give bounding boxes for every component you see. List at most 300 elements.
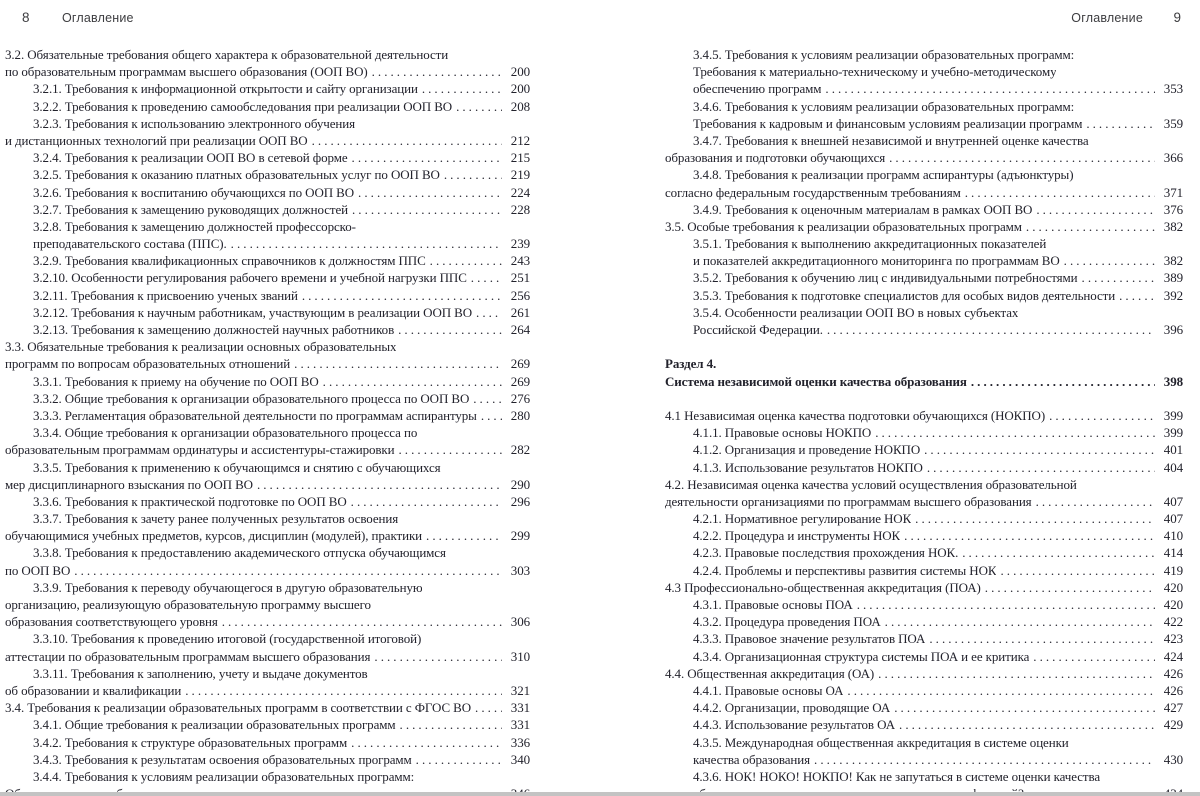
toc-entry-text: 4.1.2. Организация и проведение НОКПО [693,442,921,458]
page-number: 215 [510,150,530,166]
dot-leader [426,527,502,544]
page-number: 404 [1163,459,1183,475]
toc-line [5,630,530,647]
toc-entry-text: об образовании и квалификации [5,682,182,698]
toc-entry-text: обучающимися учебных предметов, курсов, дисциплин (модулей), практики [5,528,423,544]
dot-leader [899,716,1155,733]
toc-entry-text: Российской Федерации. [693,322,823,337]
dot-leader [885,613,1155,630]
page-number: 290 [510,476,530,492]
toc-line [665,613,1183,630]
toc-line [665,751,1183,768]
toc-line [5,252,530,269]
toc-line [5,699,530,716]
page-number: 414 [1163,545,1183,561]
page-number: 422 [1163,614,1183,630]
toc-entry-text: 3.2.12. Требования к научным работникам, участвующим в реализации ООП ВО [33,304,473,320]
toc-line [5,665,530,682]
toc-entry-text: Раздел 4. [665,356,717,372]
toc-line [665,184,1183,201]
toc-column-right [665,46,1183,796]
toc-entry-text: 3.5.1. Требования к выполнению аккредитационных показателей [693,236,1047,252]
toc-entry-text: 4.1.1. Правовые основы НОКПО [693,425,872,441]
toc-entry-text: 3.2.11. Требования к присвоению ученых званий [33,287,298,303]
toc-line [5,201,530,218]
toc-line [5,63,530,80]
toc-line [5,716,530,733]
toc-entry-text: 3.4.9. Требования к оценочным материалам в рамках ООП ВО [693,201,1033,217]
toc-entry-text: 4.2.4. Проблемы и перспективы развития системы НОК [693,562,997,578]
page-edge-strip [0,792,1200,796]
toc-line [5,115,530,132]
folio-page-number: 9 [1173,10,1181,25]
toc-line [665,768,1183,785]
page-number: 310 [510,648,530,664]
toc-entry-text: 4.4.3. Использование результатов ОА [693,717,896,733]
toc-line [5,562,530,579]
toc-entry-text: 3.3.3. Регламентация образовательной деятельности по программам аспирантуры [33,407,477,423]
toc-entry-text: Требования к кадровым и финансовым условиям реализации программ [693,115,1083,131]
toc-line [665,46,1183,63]
dot-leader [827,321,1155,338]
dot-leader [965,184,1155,201]
toc-entry-text: аттестации по образовательным программам высшего образования [5,648,371,664]
page-number: 376 [1163,201,1183,217]
toc-entry-text: 3.4.4. Требования к условиям реализации образовательных программ: [33,768,415,784]
page-number: 423 [1163,631,1183,647]
page-number: 269 [510,373,530,389]
toc-line [665,235,1183,252]
dot-leader [422,80,502,97]
page-number: 382 [1163,253,1183,269]
dot-leader [889,149,1155,166]
dot-leader [312,132,502,149]
page-number: 331 [510,700,530,716]
toc-line [665,699,1183,716]
toc-line [665,682,1183,699]
toc-line [5,355,530,372]
toc-entry-text: 3.3.2. Общие требования к организации образовательного процесса по ООП ВО [33,390,470,406]
toc-entry-text: 4.2.3. Правовые последствия прохождения НОК. [693,545,959,561]
page-number: 399 [1163,407,1183,423]
toc-entry-text: 4.3.5. Международная общественная аккредитация в системе оценки [693,734,1069,750]
toc-entry-text: и показателей аккредитационного мониторинга по программам ВО [693,253,1060,269]
toc-entry-text: образования и подготовки обучающихся [665,150,886,166]
toc-entry-text: 3.4. Требования к реализации образовательных программ в соответствии с ФГОС ВО [5,700,472,716]
right-page [665,0,1183,796]
page-number: 426 [1163,665,1183,681]
dot-leader [475,699,502,716]
page-number: 382 [1163,218,1183,234]
page-number: 420 [1163,597,1183,612]
toc-line [5,373,530,390]
toc-line [665,115,1183,132]
toc-entry-text: 3.2.8. Требования к замещению должностей профессорско- [33,218,356,234]
toc-line [665,527,1183,544]
page-number: 224 [510,184,530,200]
toc-entry-text: 4.4.1. Правовые основы ОА [693,682,844,698]
dot-leader [399,441,503,458]
page-number: 396 [1163,322,1183,337]
dot-leader [929,630,1155,647]
toc-line [665,579,1183,596]
toc-line [665,459,1183,476]
dot-leader [1036,493,1155,510]
toc-entry-text: организацию, реализующую образовательную программу высшего [5,597,371,612]
toc-entry-text: 3.3.6. Требования к практической подготовке по ООП ВО [33,493,347,509]
page-number: 212 [510,132,530,148]
dot-leader [257,476,502,493]
dot-leader [971,373,1155,390]
dot-leader [400,716,502,733]
toc-line [5,149,530,166]
toc-entry-text: согласно федеральным государственным требованиям [665,184,961,200]
dot-leader [352,201,502,218]
toc-entry-text: Система независимой оценки качества образования [665,373,967,389]
running-title: Оглавление [1071,11,1143,25]
running-head-left [5,10,530,28]
dot-leader [222,613,502,630]
toc-entry-text: 4.1.3. Использование результатов НОКПО [693,459,923,475]
dot-leader [875,424,1155,441]
toc-line [5,321,530,338]
toc-entry-text: 4.2.1. Нормативное регулирование НОК [693,511,912,527]
toc-line [665,734,1183,751]
toc-line [5,527,530,544]
toc-entry-text: 3.4.7. Требования к внешней независимой и внутренней оценке качества [693,132,1089,148]
dot-leader [1033,648,1155,665]
toc-entry-text: деятельности организациями по программам высшего образования [665,493,1032,509]
page-number: 420 [1163,579,1183,595]
dot-leader [1086,115,1155,132]
dot-leader [1000,562,1155,579]
toc-entry-text: 3.4.8. Требования к реализации программ аспирантуры (адъюнктуры) [693,167,1074,183]
toc-column-left [5,46,530,796]
toc-entry-text: 4.3.2. Процедура проведения ПОА [693,614,881,630]
dot-leader [481,407,502,424]
dot-leader [904,527,1155,544]
dot-leader [1064,252,1155,269]
toc-line [5,441,530,458]
blank-line [665,338,1183,355]
toc-line [665,149,1183,166]
toc-line [5,424,530,441]
toc-line [5,734,530,751]
toc-line [5,80,530,97]
dot-leader [857,596,1155,613]
page-number: 228 [510,201,530,217]
dot-leader [962,544,1155,561]
toc-entry-text: 3.2.13. Требования к замещению должностей научных работников [33,322,395,337]
page-number: 407 [1163,511,1183,527]
toc-entry-text: качества образования [693,751,811,767]
page-number: 366 [1163,150,1183,166]
page-number: 256 [510,287,530,303]
dot-leader [302,287,502,304]
page-number: 336 [510,734,530,750]
toc-line [665,665,1183,682]
toc-line [665,63,1183,80]
toc-line [665,98,1183,115]
toc-line [665,321,1183,338]
dot-leader [825,80,1155,97]
toc-line [665,201,1183,218]
dot-leader [985,579,1155,596]
toc-line [665,544,1183,561]
dot-leader [476,304,502,321]
page-number: 410 [1163,528,1183,544]
toc-line [5,648,530,665]
toc-entry-text: программ по вопросам образовательных отношений [5,356,291,372]
toc-line [665,132,1183,149]
dot-leader [894,699,1155,716]
toc-line [665,596,1183,613]
dot-leader [471,269,502,286]
page-number: 239 [510,236,530,252]
dot-leader [927,459,1155,476]
toc-line [5,682,530,699]
toc-entry-text: Требования к материально-техническому и учебно-методическому [693,64,1057,80]
page-number: 269 [510,356,530,372]
dot-leader [814,751,1155,768]
page-number: 407 [1163,493,1183,509]
toc-line [5,579,530,596]
page-number: 399 [1163,425,1183,441]
toc-line [5,166,530,183]
page-number: 276 [510,390,530,406]
page-number: 398 [1163,373,1183,389]
toc-line [5,269,530,286]
dot-leader [358,184,502,201]
page-number: 296 [510,493,530,509]
page-number: 427 [1163,700,1183,716]
page-number: 264 [510,322,530,337]
page-number: 251 [510,270,530,286]
dot-leader [294,355,502,372]
toc-entry-text: 3.2. Обязательные требования общего характера к образовательной деятельности [5,47,449,62]
toc-line [5,98,530,115]
toc-line [665,166,1183,183]
toc-line [665,373,1183,390]
toc-line [665,510,1183,527]
toc-line [5,304,530,321]
toc-line [665,80,1183,97]
dot-leader [185,682,502,699]
page-number: 389 [1163,270,1183,286]
toc-entry-text: 3.3.9. Требования к переводу обучающегося в другую образовательную [33,579,423,595]
toc-entry-text: 3.4.2. Требования к структуре образовательных программ [33,734,348,750]
page-number: 429 [1163,717,1183,733]
toc-entry-text: 3.2.4. Требования к реализации ООП ВО в сетевой форме [33,150,348,166]
toc-line [665,476,1183,493]
toc-entry-text: 3.3.5. Требования к применению к обучающимся и снятию с обучающихся [33,459,441,475]
toc-line [5,338,530,355]
toc-entry-text: 3.3.4. Общие требования к организации образовательного процесса по [33,425,418,441]
page-number: 353 [1163,81,1183,97]
page-number: 430 [1163,751,1183,767]
toc-line [665,630,1183,647]
page-number: 280 [510,407,530,423]
page-number: 321 [510,682,530,698]
page-number: 359 [1163,115,1183,131]
toc-line [5,544,530,561]
toc-line [665,648,1183,665]
toc-line [665,424,1183,441]
toc-entry-text: обеспечению программ [693,81,822,97]
toc-entry-text: 3.2.2. Требования к проведению самообследования при реализации ООП ВО [33,98,453,114]
dot-leader [473,390,502,407]
toc-entry-text: 3.2.10. Особенности регулирования рабочего времени и учебной нагрузки ППС [33,270,467,286]
toc-entry-text: 3.2.9. Требования квалификационных справочников к должностям ППС [33,253,426,269]
toc-entry-text: 3.5.2. Требования к обучению лиц с индивидуальными потребностями [693,270,1078,286]
dot-leader [231,235,502,252]
dot-leader [323,373,502,390]
toc-line [665,269,1183,286]
toc-line [5,184,530,201]
toc-line [5,235,530,252]
toc-entry-text: 4.3.3. Правовое значение результатов ПОА [693,631,926,647]
page-number: 371 [1163,184,1183,200]
toc-entry-text: мер дисциплинарного взыскания по ООП ВО [5,476,253,492]
dot-leader [1026,218,1155,235]
blank-line [665,390,1183,407]
toc-line [5,390,530,407]
dot-leader [444,166,502,183]
dot-leader [847,682,1155,699]
running-title: Оглавление [62,11,134,25]
toc-line [5,596,530,613]
toc-line [5,46,530,63]
page-number: 426 [1163,682,1183,698]
toc-entry-text: образования соответствующего уровня [5,614,218,630]
toc-entry-text: 3.2.5. Требования к оказанию платных образовательных услуг по ООП ВО [33,167,440,183]
dot-leader [1049,407,1155,424]
page-number: 243 [510,253,530,269]
toc-entry-text: 3.5.4. Особенности реализации ООП ВО в новых субъектах [693,304,1019,320]
dot-leader [1082,269,1155,286]
toc-line [5,751,530,768]
dot-leader [924,441,1155,458]
toc-entry-text: преподавательского состава (ППС). [33,236,227,252]
toc-line [665,287,1183,304]
running-head-right [665,10,1183,28]
toc-line [5,459,530,476]
toc-entry-text: 4.3.4. Организационная структура системы ПОА и ее критика [693,648,1030,664]
page-number: 331 [510,717,530,733]
page-number: 200 [510,81,530,97]
folio-page-number: 8 [22,10,30,25]
page-number: 299 [510,528,530,544]
toc-line [665,252,1183,269]
toc-entry-text: 3.4.1. Общие требования к реализации образовательных программ [33,717,396,733]
toc-entry-text: 3.3.1. Требования к приему на обучение по ООП ВО [33,373,319,389]
dot-leader [372,63,502,80]
toc-line [5,218,530,235]
toc-line [665,407,1183,424]
toc-entry-text: 3.5.3. Требования к подготовке специалистов для особых видов деятельности [693,287,1116,303]
toc-entry-text: 4.3.1. Правовые основы ПОА [693,597,853,612]
dot-leader [352,149,502,166]
toc-entry-text: 4.2. Независимая оценка качества условий осуществления образовательной [665,476,1077,492]
toc-entry-text: 3.3. Обязательные требования к реализации основных образовательных [5,339,397,355]
toc-entry-text: 4.4. Общественная аккредитация (ОА) [665,665,875,681]
page-number: 303 [510,562,530,578]
dot-leader [416,751,502,768]
toc-line [665,304,1183,321]
toc-line [5,476,530,493]
toc-line [5,510,530,527]
toc-entry-text: по образовательным программам высшего образования (ООП ВО) [5,64,368,80]
toc-entry-text: 3.5. Особые требования к реализации образовательных программ [665,218,1022,234]
toc-line [665,218,1183,235]
toc-entry-text: 4.1 Независимая оценка качества подготовки обучающихся (НОКПО) [665,407,1046,423]
dot-leader [351,734,502,751]
toc-entry-text: 3.3.8. Требования к предоставлению академического отпуска обучающимся [33,545,446,561]
toc-entry-text: 3.2.7. Требования к замещению руководящих должностей [33,201,348,217]
dot-leader [351,493,502,510]
toc-entry-text: 4.3.6. НОК! НОКО! НОКПО! Как не запутаться в системе оценки качества [693,768,1100,784]
toc-line [665,441,1183,458]
dot-leader [1119,287,1155,304]
toc-line [5,768,530,785]
toc-line [665,562,1183,579]
toc-line [5,132,530,149]
page-number: 200 [510,64,530,80]
dot-leader [915,510,1155,527]
toc-entry-text: по ООП ВО [5,562,71,578]
toc-entry-text: 3.2.1. Требования к информационной открытости и сайту организации [33,81,418,97]
toc-entry-text: 3.2.6. Требования к воспитанию обучающихся по ООП ВО [33,184,355,200]
dot-leader [74,562,502,579]
dot-leader [1036,201,1155,218]
toc-entry-text: 4.3 Профессионально-общественная аккредитация (ПОА) [665,579,981,595]
dot-leader [430,252,502,269]
toc-line [665,355,1183,372]
toc-line [665,493,1183,510]
toc-entry-text: 3.4.3. Требования к результатам освоения образовательных программ [33,751,412,767]
dot-leader [456,98,502,115]
page-number: 419 [1163,562,1183,578]
toc-entry-text: 3.4.6. Требования к условиям реализации образовательных программ: [693,98,1075,114]
page-number: 401 [1163,442,1183,458]
toc-entry-text: 4.4.2. Организации, проводящие ОА [693,700,891,716]
toc-line [5,407,530,424]
toc-line [665,716,1183,733]
page-number: 282 [510,442,530,458]
page-number: 340 [510,751,530,767]
toc-entry-text: 4.2.2. Процедура и инструменты НОК [693,528,901,544]
toc-line [5,287,530,304]
page-number: 208 [510,98,530,114]
page-number: 261 [510,304,530,320]
dot-leader [398,321,502,338]
toc-entry-text: 3.3.10. Требования к проведению итоговой (государственной итоговой) [33,631,422,647]
page-number: 392 [1163,287,1183,303]
toc-entry-text: 3.3.11. Требования к заполнению, учету и выдаче документов [33,665,368,681]
page-number: 306 [510,614,530,630]
toc-line [5,613,530,630]
toc-entry-text: 3.3.7. Требования к зачету ранее полученных результатов освоения [33,511,399,527]
toc-entry-text: и дистанционных технологий при реализации ООП ВО [5,132,308,148]
toc-line [5,493,530,510]
toc-entry-text: образовательным программам ординатуры и ассистентуры-стажировки [5,442,395,458]
dot-leader [374,648,502,665]
page-number: 424 [1163,648,1183,664]
toc-entry-text: 3.2.3. Требования к использованию электронного обучения [33,115,355,131]
toc-entry-text: 3.4.5. Требования к условиям реализации образовательных программ: [693,47,1075,62]
dot-leader [878,665,1155,682]
left-page [5,0,530,796]
